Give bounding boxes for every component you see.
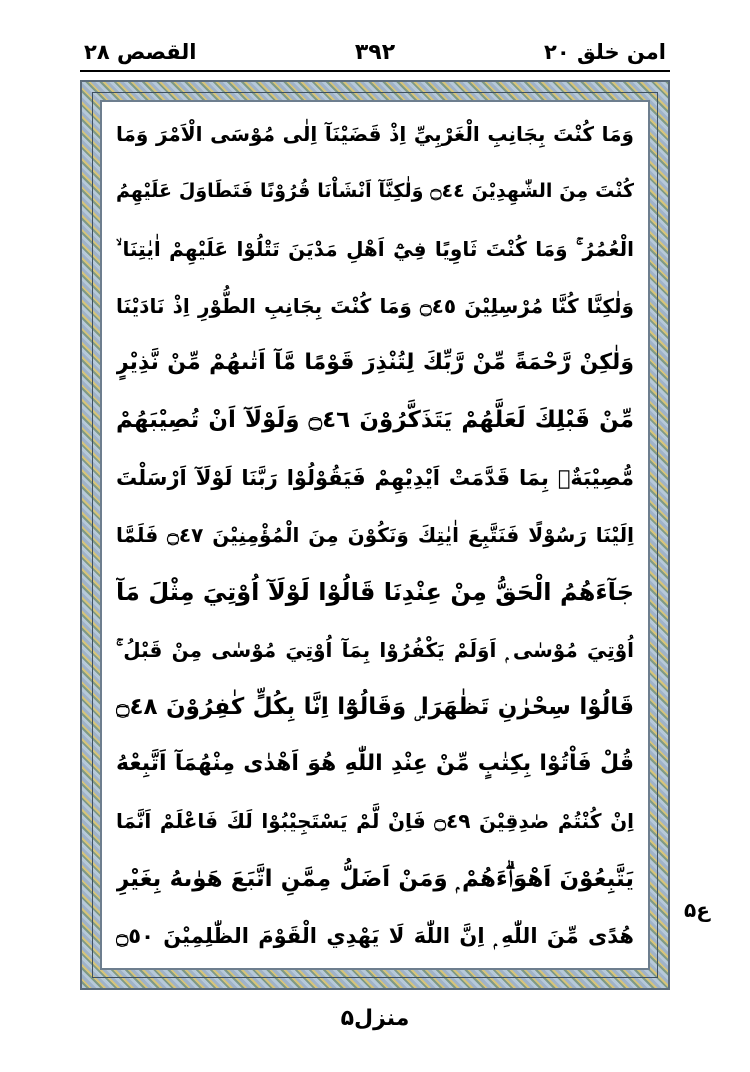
verse-line-3: الْعُمُرُ ۚ وَمَا كُنْتَ ثَاوِيًا فِيْٓ اَهْلِ مَدْيَنَ تَتْلُوْا عَلَيْهِمْ اٰيٰتِنَا ۙ — [116, 236, 634, 261]
verse-line-13: اِنْ كُنْتُمْ صٰدِقِيْنَ ۝٤٩ فَاِنْ لَّمْ يَسْتَجِيْبُوْا لَكَ فَاعْلَمْ اَنَّمَا — [116, 809, 634, 834]
page-number: ۳۹۲ — [354, 40, 396, 65]
verse-line-12: قُلْ فَاْتُوْا بِكِتٰبٍ مِّنْ عِنْدِ اللّٰهِ هُوَ اَهْدٰى مِنْهُمَآ اَتَّبِعْهُ — [116, 751, 634, 777]
verse-lines — [116, 108, 634, 962]
verse-line-11: قَالُوْا سِحْرٰنِ تَظٰهَرَا ۣ وَقَالُوْٓا اِنَّا بِكُلٍّ كٰفِرُوْنَ ۝٤٨ — [116, 693, 634, 720]
verse-line-1: وَمَا كُنْتَ بِجَانِبِ الْغَرْبِيِّ اِذْ قَضَيْنَآ اِلٰى مُوْسَى الْاَمْرَ وَمَا — [116, 122, 634, 146]
text-panel — [100, 100, 650, 970]
verse-line-15: هُدًى مِّنَ اللّٰهِ ۭ اِنَّ اللّٰهَ لَا يَهْدِي الْقَوْمَ الظّٰلِمِيْنَ ۝٥٠ — [116, 923, 634, 948]
verse-line-8: اِلَيْنَا رَسُوْلًا فَنَتَّبِعَ اٰيٰتِكَ وَنَكُوْنَ مِنَ الْمُؤْمِنِيْنَ ۝٤٧ فَلَمَّا — [116, 522, 634, 547]
verse-line-7: مُّصِيْبَةٌۢ بِمَا قَدَّمَتْ اَيْدِيْهِمْ فَيَقُوْلُوْا رَبَّنَا لَوْلَآ اَرْسَلْتَ — [116, 465, 634, 490]
verse-line-9: جَآءَهُمُ الْحَقُّ مِنْ عِنْدِنَا قَالُوْا لَوْلَآ اُوْتِيَ مِثْلَ مَآ — [116, 578, 634, 607]
verse-line-6: مِّنْ قَبْلِكَ لَعَلَّهُمْ يَتَذَكَّرُوْنَ ۝٤٦ وَلَوْلَآ اَنْ تُصِيْبَهُمْ — [116, 407, 634, 434]
verse-line-14: يَتَّبِعُوْنَ اَهْوَاۗءَهُمْ ۭ وَمَنْ اَضَلُّ مِمَّنِ اتَّبَعَ هَوٰىهُ بِغَيْرِ — [116, 865, 634, 892]
verse-line-10: اُوْتِيَ مُوْسٰى ۭ اَوَلَمْ يَكْفُرُوْا بِمَآ اُوْتِيَ مُوْسٰى مِنْ قَبْلُ ۚ — [116, 637, 634, 662]
header-rule — [80, 70, 670, 72]
manzil-footer: منزل۵ — [340, 1006, 410, 1031]
page-header — [80, 36, 670, 72]
ruku-margin-mark: ع۵ — [684, 898, 710, 922]
decorative-border-frame — [80, 80, 670, 990]
para-name: امن خلق ۲۰ — [544, 40, 666, 64]
verse-line-5: وَلٰكِنْ رَّحْمَةً مِّنْ رَّبِّكَ لِتُنْذِرَ قَوْمًا مَّآ اَتٰىهُمْ مِّنْ نَّذِيْرٍ — [116, 350, 634, 376]
verse-line-4: وَلٰكِنَّا كُنَّا مُرْسِلِيْنَ ۝٤٥ وَمَا كُنْتَ بِجَانِبِ الطُّوْرِ اِذْ نَادَيْنَا — [116, 293, 634, 318]
verse-line-2: كُنْتَ مِنَ الشّٰهِدِيْنَ ۝٤٤ وَلٰكِنَّآ اَنْشَاْنَا قُرُوْنًا فَتَطَاوَلَ عَلَيْهِمُ — [116, 180, 634, 203]
surah-name: القصص ۲۸ — [84, 40, 197, 64]
